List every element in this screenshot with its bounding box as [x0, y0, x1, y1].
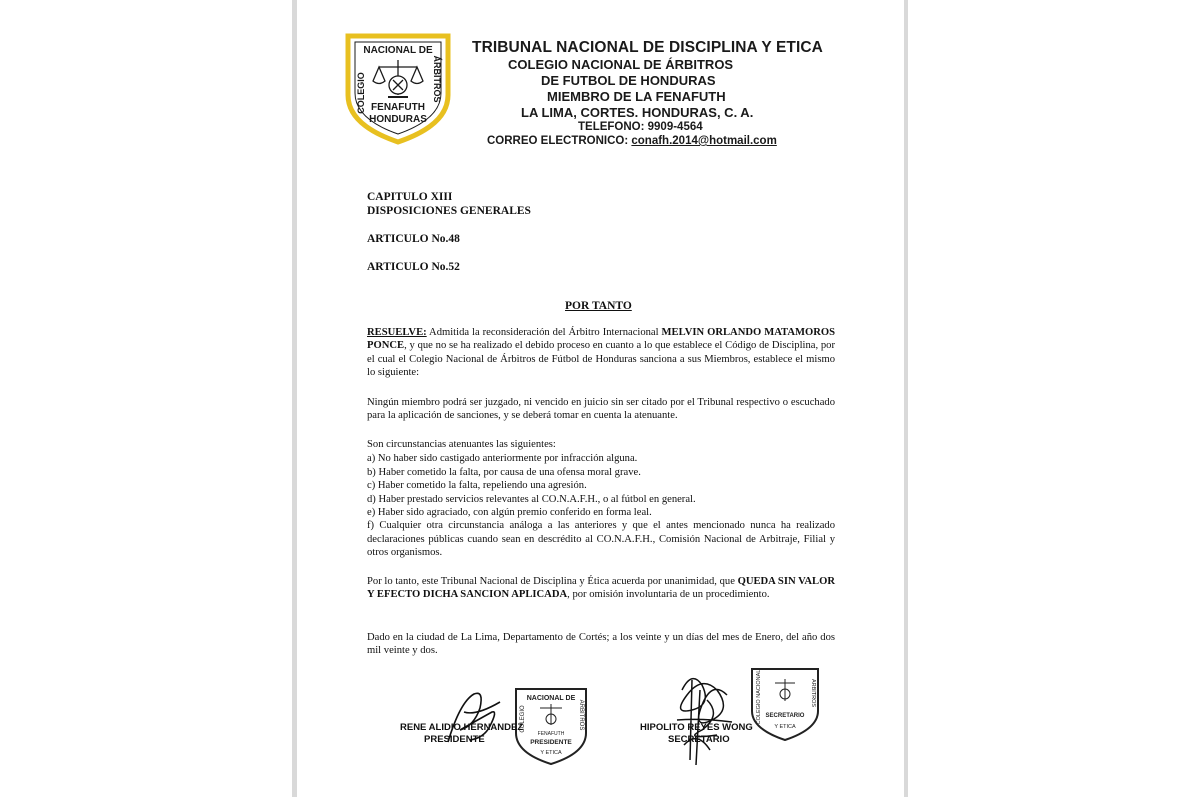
ningun-miembro-paragraph: Ningún miembro podrá ser juzgado, ni vencido en juicio sin ser citado por el Tribunal respectivo o escuchado para la aplicación de sanciones, y se deberá tomar en cuenta la atenuante. — [367, 397, 835, 422]
por-tanto-heading: POR TANTO — [565, 300, 632, 312]
crest-left-text: COLEGIO — [356, 72, 366, 114]
list-item: b) Haber cometido la falta, por causa de una ofensa moral grave. — [367, 466, 641, 478]
conclusion-text-1: Por lo tanto, este Tribunal Nacional de Disciplina y Ética acuerda por unanimidad, que — [367, 576, 738, 587]
circunstancias-intro: Son circunstancias atenuantes las siguientes: — [367, 439, 556, 450]
list-item: a) No haber sido castigado anteriormente por infracción alguna. — [367, 453, 638, 465]
letterhead-line-1: COLEGIO NACIONAL DE ÁRBITROS — [508, 57, 734, 72]
stamp-2-role-text: SECRETARIO — [765, 713, 805, 719]
email-link[interactable]: conafh.2014@hotmail.com — [631, 135, 777, 147]
conclusion-text-2: , por omisión involuntaria de un procedimiento. — [567, 589, 770, 601]
stamp-1-left-text: COLEGIO — [520, 705, 526, 733]
letterhead-line-2: DE FUTBOL DE HONDURAS — [541, 73, 716, 88]
dado-paragraph: Dado en la ciudad de La Lima, Departamento de Cortés; a los veinte y un días del mes de Enero, del año dos mil veinte y dos. — [367, 632, 835, 657]
stamp-scales-icon — [775, 679, 795, 701]
resuelve-text-2: , y que no se ha realizado el debido proceso en cuanto a lo que establece el Código de Disciplina, por el cual el Colegio Nacional de Árbitros de Fútbol de Honduras sanciona a sus Miembros, establece el mismo lo siguiente: — [367, 340, 835, 379]
crest-bottom-text-2: HONDURAS — [369, 114, 427, 125]
letterhead-email-line — [487, 135, 777, 147]
chapter-heading: CAPITULO XIII — [367, 191, 453, 203]
stamp-1-right-text: ARBITROS — [578, 699, 584, 731]
crest-top-text: NACIONAL DE — [363, 45, 433, 56]
stamp-1-role-text: PRESIDENTE — [530, 739, 572, 746]
secretary-role: SECRETARIO — [668, 734, 730, 745]
stamp-1-bottom-text: Y ETICA — [540, 750, 562, 756]
list-item: c) Haber cometido la falta, repeliendo una agresión. — [367, 480, 587, 492]
stamp-1-top-text: NACIONAL DE — [526, 695, 576, 702]
colegio-arbitros-crest-logo — [345, 33, 451, 145]
resuelve-label: RESUELVE: — [367, 327, 427, 338]
article-48-heading: ARTICULO No.48 — [367, 233, 460, 245]
article-52-heading: ARTICULO No.52 — [367, 261, 460, 273]
list-item: d) Haber prestado servicios relevantes al CO.N.A.F.H., o al fútbol en general. — [367, 493, 696, 505]
circunstancias-list — [367, 438, 835, 560]
president-name: RENE ALIDIO HERNANDEZ — [400, 722, 524, 733]
president-role: PRESIDENTE — [424, 734, 485, 745]
stamp-1-mid-text: FENAFUTH — [537, 731, 565, 737]
list-item: f) Cualquier otra circunstancia análoga a las anteriores y que el antes mencionado nunca ha realizado declaraciones públicas cuando sean en descrédito al CO.N.A.F.H., Comisión Nacional de Arbitraje, Filial y otros organismos. — [367, 520, 835, 559]
list-item: e) Haber sido agraciado, con algún premio conferido en forma leal. — [367, 507, 652, 519]
stamp-2-right-text: ARBITROS — [810, 678, 816, 708]
secretary-name: HIPOLITO REYES WONG — [640, 722, 753, 733]
letterhead-phone: TELEFONO: 9909-4564 — [578, 121, 703, 133]
stamp-scales-icon — [540, 704, 562, 725]
crest-right-text: ÁRBITROS — [432, 55, 442, 103]
conclusion-bold: QUEDA SIN VALOR Y EFECTO DICHA SANCION APLICADA — [367, 576, 835, 601]
resuelve-text-1: Admitida la reconsideración del Árbitro Internacional — [426, 327, 662, 338]
letterhead-title: TRIBUNAL NACIONAL DE DISCIPLINA Y ETICA — [472, 39, 823, 56]
letterhead-line-3: MIEMBRO DE LA FENAFUTH — [547, 89, 726, 104]
stamp-2-bottom-text: Y ETICA — [774, 724, 796, 730]
section-heading: DISPOSICIONES GENERALES — [367, 205, 531, 217]
resuelve-paragraph — [367, 326, 835, 380]
letterhead-line-4: LA LIMA, CORTES. HONDURAS, C. A. — [521, 105, 754, 120]
crest-bottom-text-1: FENAFUTH — [371, 102, 425, 113]
secretary-signature-scribble — [662, 660, 752, 770]
referee-name: MELVIN ORLANDO MATAMOROS PONCE — [367, 327, 836, 352]
secretary-stamp — [748, 665, 822, 743]
stamp-2-left-text: COLEGIO NACIONAL — [756, 669, 762, 725]
conclusion-paragraph — [367, 575, 835, 602]
email-label: CORREO ELECTRONICO: — [487, 135, 632, 147]
president-stamp — [512, 685, 590, 767]
